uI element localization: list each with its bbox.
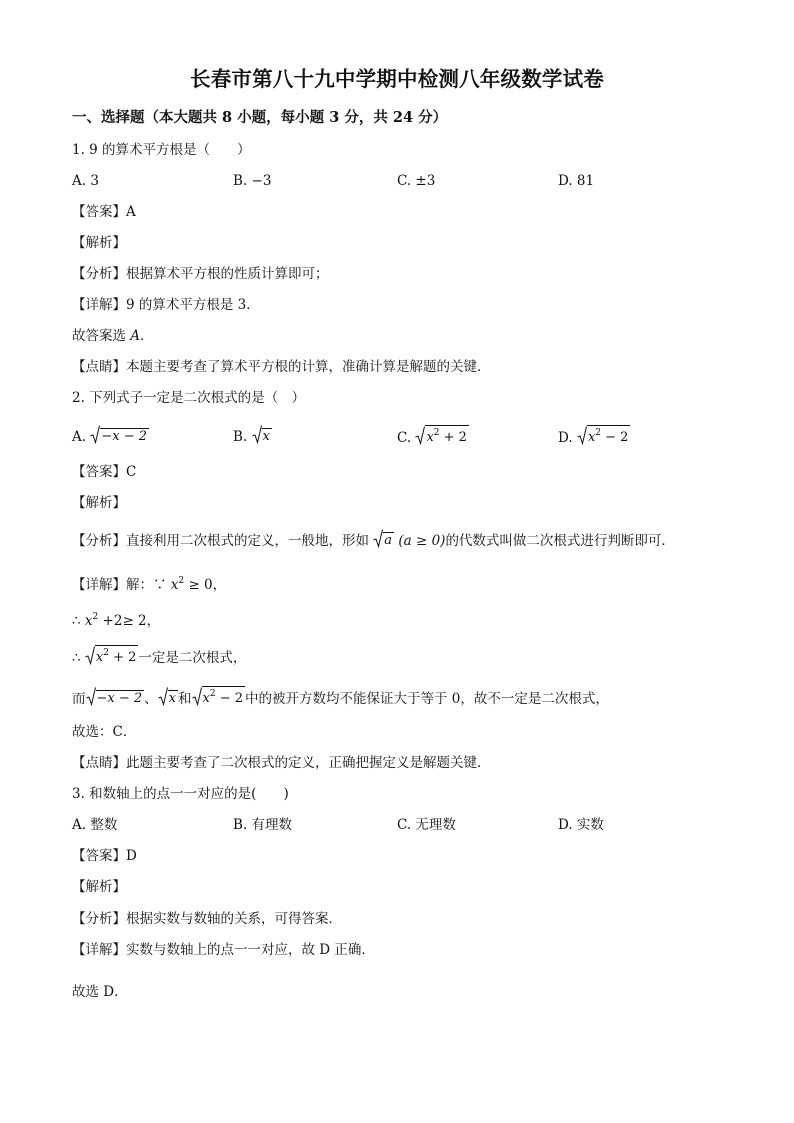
radical bbox=[158, 687, 178, 706]
dianjing-tag: 【点睛】 bbox=[72, 359, 126, 375]
document-title: 长春市第八十九中学期中检测八年级数学试卷 bbox=[190, 67, 604, 91]
fenxi-text: 根据实数与数轴的关系，可得答案． bbox=[126, 911, 342, 927]
math-base: x bbox=[84, 613, 93, 629]
xiangjie-tag: 【详解】 bbox=[72, 942, 126, 958]
radicand-base: x bbox=[426, 430, 434, 445]
step-prefix: 而 bbox=[72, 691, 86, 707]
section-heading: 一、选择题（本大题共 8 小题，每小题 3 分，共 24 分） bbox=[72, 109, 448, 126]
q2-fenxi bbox=[72, 529, 675, 551]
question-1-stem: 1. 9 的算术平方根是（ ） bbox=[72, 142, 251, 158]
q1-fenxi bbox=[72, 264, 329, 284]
condition: (a ≥ 0) bbox=[398, 533, 446, 549]
radicand-exponent: 2 bbox=[433, 428, 440, 438]
radical bbox=[373, 529, 394, 548]
dianjing-tag: 【点睛】 bbox=[72, 755, 126, 771]
q2-option-c bbox=[397, 425, 469, 448]
radicand-base: x bbox=[95, 650, 104, 665]
question-2-stem: 2. 下列式子一定是二次根式的是（ ） bbox=[72, 390, 306, 406]
xiangjie-tag: 【详解】 bbox=[72, 297, 126, 313]
radicand-rest: + 2 bbox=[108, 650, 137, 665]
q2-conclusion: 故选：C． bbox=[72, 724, 137, 740]
radical bbox=[252, 425, 272, 444]
separator: 、 bbox=[144, 691, 158, 707]
q2-step-2 bbox=[72, 607, 160, 631]
q3-xiangjie bbox=[72, 940, 375, 960]
q3-conclusion: 故选 D． bbox=[72, 984, 128, 1000]
radicand-exponent: 2 bbox=[595, 428, 602, 438]
answer-value: A bbox=[126, 204, 136, 220]
q1-xiangjie bbox=[72, 295, 260, 315]
step-text: 一定是二次根式， bbox=[138, 650, 247, 666]
option-label: B. bbox=[233, 429, 248, 445]
therefore-symbol: ∴ bbox=[72, 650, 85, 666]
option-label: A. bbox=[72, 429, 87, 445]
conclusion-value: A bbox=[130, 328, 141, 344]
q1-dianjing bbox=[72, 357, 491, 377]
radicand-base: x bbox=[587, 430, 596, 445]
q3-analysis-tag: 【解析】 bbox=[72, 879, 126, 895]
fenxi-tag: 【分析】 bbox=[72, 266, 126, 282]
radicand-base: x bbox=[202, 691, 210, 706]
radicand-exponent: 2 bbox=[103, 648, 109, 658]
radical bbox=[90, 425, 149, 444]
q1-option-b: B. −3 bbox=[233, 173, 272, 189]
q1-option-d: D. 81 bbox=[558, 173, 595, 189]
answer-value: D bbox=[126, 848, 137, 864]
radical bbox=[577, 425, 631, 445]
math-exponent: 2 bbox=[92, 612, 99, 622]
q3-answer bbox=[72, 846, 137, 866]
step-text: 中的被开方数均不能保证大于等于 0，故不一定是二次根式， bbox=[245, 691, 609, 707]
q3-option-a: A. 整数 bbox=[72, 817, 118, 833]
xiangjie-suffix: ≥ 0， bbox=[184, 577, 227, 593]
question-3-stem: 3. 和数轴上的点一一对应的是( ) bbox=[72, 786, 289, 802]
conclusion-suffix: ． bbox=[140, 328, 154, 344]
answer-value: C bbox=[126, 464, 137, 480]
xiangjie-text: 9 的算术平方根是 3． bbox=[126, 297, 260, 313]
q2-analysis-tag: 【解析】 bbox=[72, 495, 126, 511]
q2-xiangjie bbox=[72, 571, 226, 595]
q1-option-c: C. ±3 bbox=[397, 173, 436, 189]
radical bbox=[86, 687, 145, 706]
q2-step-4 bbox=[72, 686, 609, 709]
radical bbox=[415, 425, 469, 445]
q2-option-d bbox=[558, 425, 630, 448]
q1-option-a: A. 3 bbox=[72, 173, 99, 189]
q3-option-c: C. 无理数 bbox=[397, 817, 456, 833]
xiangjie-text: 实数与数轴上的点一一对应，故 D 正确． bbox=[126, 942, 375, 958]
math-exponent: 2 bbox=[178, 576, 185, 586]
q2-option-a bbox=[72, 425, 149, 447]
q2-answer bbox=[72, 462, 136, 482]
q3-option-b: B. 有理数 bbox=[233, 817, 293, 833]
radicand: x bbox=[262, 429, 270, 444]
option-label: D. bbox=[558, 430, 573, 446]
q2-dianjing bbox=[72, 753, 491, 773]
fenxi-text: 根据算术平方根的性质计算即可； bbox=[126, 266, 329, 282]
fenxi-tag: 【分析】 bbox=[72, 533, 126, 549]
answer-tag: 【答案】 bbox=[72, 464, 126, 480]
radicand-rest: + 2 bbox=[439, 430, 467, 445]
radicand: −x − 2 bbox=[101, 429, 147, 444]
radicand-rest: − 2 bbox=[601, 430, 629, 445]
q1-analysis-tag: 【解析】 bbox=[72, 235, 126, 251]
answer-tag: 【答案】 bbox=[72, 204, 126, 220]
radicand: −x − 2 bbox=[96, 691, 143, 706]
dianjing-text: 本题主要考查了算术平方根的计算，准确计算是解题的关键． bbox=[126, 359, 491, 375]
q2-step-3 bbox=[72, 645, 246, 668]
radicand: x bbox=[168, 691, 176, 706]
fenxi-text-pre: 直接利用二次根式的定义，一般地，形如 bbox=[126, 533, 369, 549]
fenxi-text-post: 的代数式叫做二次根式进行判断即可． bbox=[445, 533, 675, 549]
xiangjie-tag: 【详解】 bbox=[72, 577, 126, 593]
math-base: x bbox=[170, 577, 179, 593]
radicand-exponent: 2 bbox=[209, 689, 216, 699]
q1-conclusion bbox=[72, 326, 154, 346]
xiangjie-prefix: 解：∵ bbox=[126, 577, 171, 593]
dianjing-text: 此题主要考查了二次根式的定义，正确把握定义是解题关键． bbox=[126, 755, 491, 771]
q3-option-d: D. 实数 bbox=[558, 817, 604, 833]
separator: 和 bbox=[178, 691, 192, 707]
therefore-symbol: ∴ bbox=[72, 613, 85, 629]
radicand: a bbox=[384, 533, 393, 548]
radical bbox=[192, 686, 246, 706]
radicand-rest: − 2 bbox=[215, 691, 244, 706]
fenxi-tag: 【分析】 bbox=[72, 911, 126, 927]
radical bbox=[85, 645, 139, 665]
q2-option-b bbox=[233, 425, 272, 447]
option-label: C. bbox=[397, 430, 412, 446]
answer-tag: 【答案】 bbox=[72, 848, 126, 864]
q3-fenxi bbox=[72, 909, 342, 929]
conclusion-prefix: 故答案选 bbox=[72, 328, 131, 344]
step-text: +2≥ 2， bbox=[98, 613, 161, 629]
q1-answer bbox=[72, 202, 136, 222]
